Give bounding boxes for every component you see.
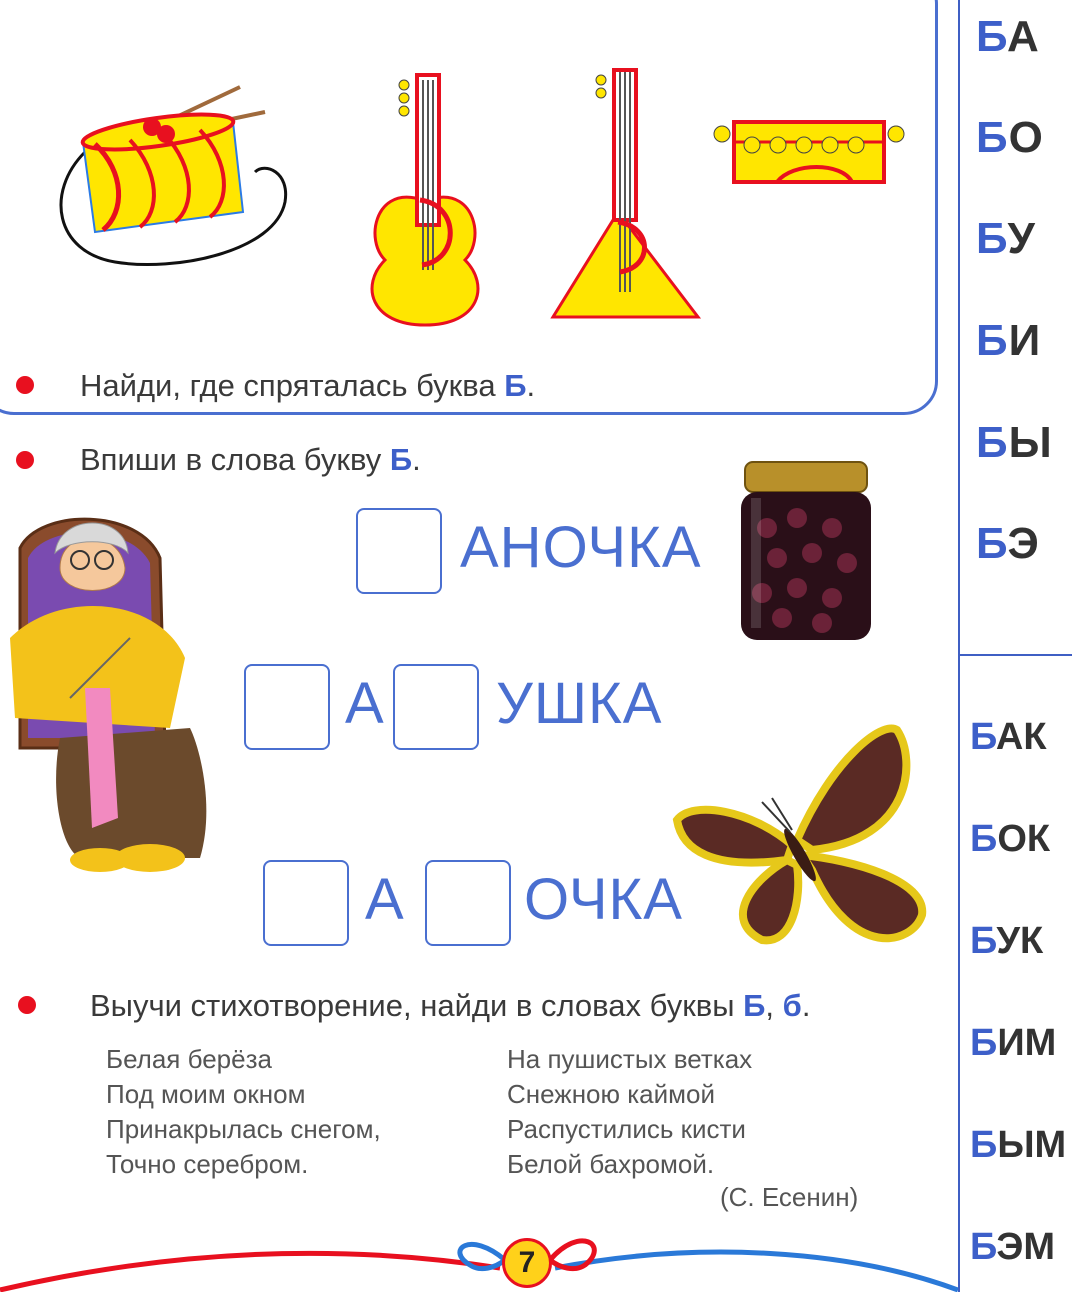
right-column-separator: [958, 654, 1072, 656]
poem-line: Белая берёза: [106, 1044, 272, 1074]
ribbon-decoration: [0, 1210, 958, 1292]
guitar-illustration: [360, 70, 500, 330]
word-part: ОЧКА: [524, 867, 683, 932]
bullet-icon: [16, 451, 34, 469]
grandmother-illustration: [0, 488, 215, 878]
task-find-letter: Найди, где спряталась буква Б.: [80, 368, 536, 403]
letter-input-box[interactable]: [244, 664, 330, 750]
word-bym: БЫМ: [970, 1124, 1067, 1166]
poem-line: На пушистых ветках: [507, 1044, 753, 1074]
poem-line: Снежною каймой: [507, 1079, 716, 1109]
right-column-divider: [958, 0, 960, 1292]
word-buk: БУК: [970, 920, 1044, 962]
syllable-be: БЭ: [976, 519, 1040, 568]
butterfly-illustration: [672, 720, 934, 962]
word-bem: БЭМ: [970, 1226, 1056, 1268]
poem-line: Точно серебром.: [106, 1149, 309, 1179]
poem-line: Белой бахромой.: [507, 1149, 715, 1179]
letter-input-box[interactable]: [263, 860, 349, 946]
poem-line: Под моим окном: [106, 1079, 306, 1109]
syllable-ba: БА: [976, 12, 1040, 61]
page-number: 7: [502, 1238, 552, 1288]
poem-line: Принакрылась снегом,: [106, 1114, 381, 1144]
balalaika-illustration: [548, 62, 708, 324]
task-write-letter: Впиши в слова букву Б.: [80, 442, 421, 477]
jam-jar-illustration: [737, 458, 875, 643]
word-bak: БАК: [970, 716, 1047, 758]
word-part: А: [365, 867, 405, 932]
letter-input-box[interactable]: [356, 508, 442, 594]
poem-line: Распустились кисти: [507, 1114, 746, 1144]
poem-author: (С. Есенин): [720, 1182, 859, 1212]
poem-left-column: [106, 1042, 381, 1182]
bullet-icon: [18, 996, 36, 1014]
word-part: АНОЧКА: [460, 515, 702, 580]
bullet-icon: [16, 376, 34, 394]
drum-illustration: [55, 82, 295, 282]
word-bok: БОК: [970, 818, 1051, 860]
word-part: А: [345, 671, 385, 736]
syllable-by: БЫ: [976, 418, 1053, 467]
word-part: УШКА: [496, 671, 663, 736]
letter-input-box[interactable]: [393, 664, 479, 750]
tambourine-illustration: [712, 112, 908, 188]
task-learn-poem: Выучи стихотворение, найди в словах буквы Б, б.: [90, 988, 811, 1023]
poem-right-column: [507, 1042, 752, 1182]
letter-input-box[interactable]: [425, 860, 511, 946]
syllable-bi: БИ: [976, 316, 1042, 365]
syllable-bu: БУ: [976, 214, 1036, 263]
syllable-bo: БО: [976, 113, 1044, 162]
word-bim: БИМ: [970, 1022, 1057, 1064]
